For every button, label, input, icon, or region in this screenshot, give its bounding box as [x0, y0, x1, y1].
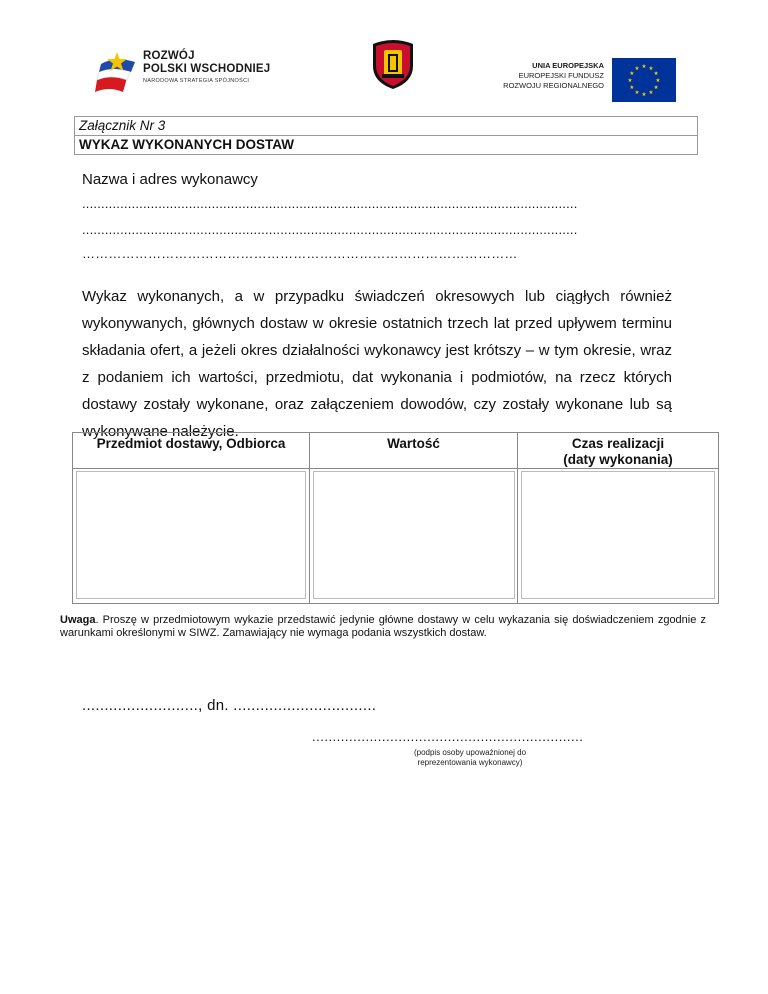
eu-star-icon: ★ — [653, 85, 659, 91]
header-divider — [73, 468, 718, 469]
note-label: Uwaga — [60, 614, 96, 626]
signature-line[interactable]: .................................................................. — [312, 729, 584, 744]
contractor-line-3[interactable]: ……………………………………………………………………………………… — [82, 246, 518, 261]
signature-caption — [380, 748, 560, 768]
column-divider-2 — [517, 433, 518, 603]
signature-caption-line-1: (podpis osoby upoważnionej do — [413, 748, 527, 757]
column-header-dates-line-2: (daty wykonania) — [563, 452, 673, 467]
eu-star-icon: ★ — [648, 65, 654, 72]
column-header-dates — [518, 433, 718, 469]
eu-star-icon: ★ — [641, 64, 647, 70]
logo-line-1: ROZWÓJ — [143, 50, 195, 62]
title-box — [74, 116, 698, 155]
contractor-line-2[interactable]: .................................................................................................................................. — [82, 222, 578, 237]
star-flag-icon — [93, 50, 141, 96]
eu-line-2: EUROPEJSKI FUNDUSZ — [518, 71, 604, 80]
note-text: . Proszę w przedmiotowym wykazie przedstawić jedynie główne dostawy w celu wykazania się doświadczeniem zgodnie z warunkami określonymi w SIWZ. Zamawiający nie wymaga podania wszystkich dostaw. — [60, 614, 706, 639]
annex-number: Załącznik Nr 3 — [75, 117, 697, 136]
rozwoj-polski-wschodniej-logo — [93, 50, 293, 96]
eu-star-icon: ★ — [629, 85, 635, 91]
signature-caption-line-2: reprezentowania wykonawcy) — [417, 758, 523, 767]
eu-star-icon: ★ — [641, 92, 647, 98]
eu-star-icon: ★ — [629, 71, 635, 77]
instructions-paragraph: Wykaz wykonanych, a w przypadku świadczeń okresowych lub ciągłych również wykonywanych, głównych dostaw w okresie ostatnich trzech lat przed upływem terminu składania ofert, a jeżeli okres działalności wykonawcy jest krótszy – w tym okresie, wraz z podaniem ich wartości, przedmiotu, dat wykonania i podmiotów, na rzecz których dostawy zostały wykonane, oraz załączeniem dowodów, czy zostały wykonane lub są wykonywane należycie. — [82, 288, 672, 440]
deliveries-table — [72, 432, 719, 604]
column-header-value: Wartość — [387, 436, 440, 451]
cell-value[interactable] — [313, 471, 515, 599]
eu-star-icon: ★ — [634, 65, 640, 72]
column-divider-1 — [309, 433, 310, 603]
note — [60, 614, 706, 640]
eu-star-icon: ★ — [653, 71, 659, 77]
eu-star-icon: ★ — [634, 90, 640, 97]
place-date-line[interactable]: .........................., dn. ................................ — [82, 697, 377, 714]
column-header-dates-line-1: Czas realizacji — [571, 436, 665, 451]
cell-subject[interactable] — [76, 471, 306, 599]
eu-star-icon: ★ — [648, 90, 654, 97]
cell-dates[interactable] — [521, 471, 715, 599]
logo-line-2: POLSKI WSCHODNIEJ — [143, 63, 271, 75]
column-header-subject: Przedmiot dostawy, Odbiorca — [96, 436, 286, 451]
eu-line-3: ROZWOJU REGIONALNEGO — [503, 81, 604, 90]
contractor-name-label: Nazwa i adres wykonawcy — [82, 171, 258, 188]
logo-line-3: NARODOWA STRATEGIA SPÓJNOŚCI — [143, 78, 250, 84]
eu-line-1: UNIA EUROPEJSKA — [532, 61, 604, 70]
document-title: WYKAZ WYKONANYCH DOSTAW — [79, 137, 294, 152]
eu-star-icon: ★ — [627, 78, 633, 84]
eu-star-icon: ★ — [655, 78, 661, 84]
crest-icon — [370, 38, 416, 90]
contractor-line-1[interactable]: .................................................................................................................................. — [82, 196, 578, 211]
eu-flag-icon — [612, 58, 676, 102]
eu-fund-label — [492, 61, 604, 91]
